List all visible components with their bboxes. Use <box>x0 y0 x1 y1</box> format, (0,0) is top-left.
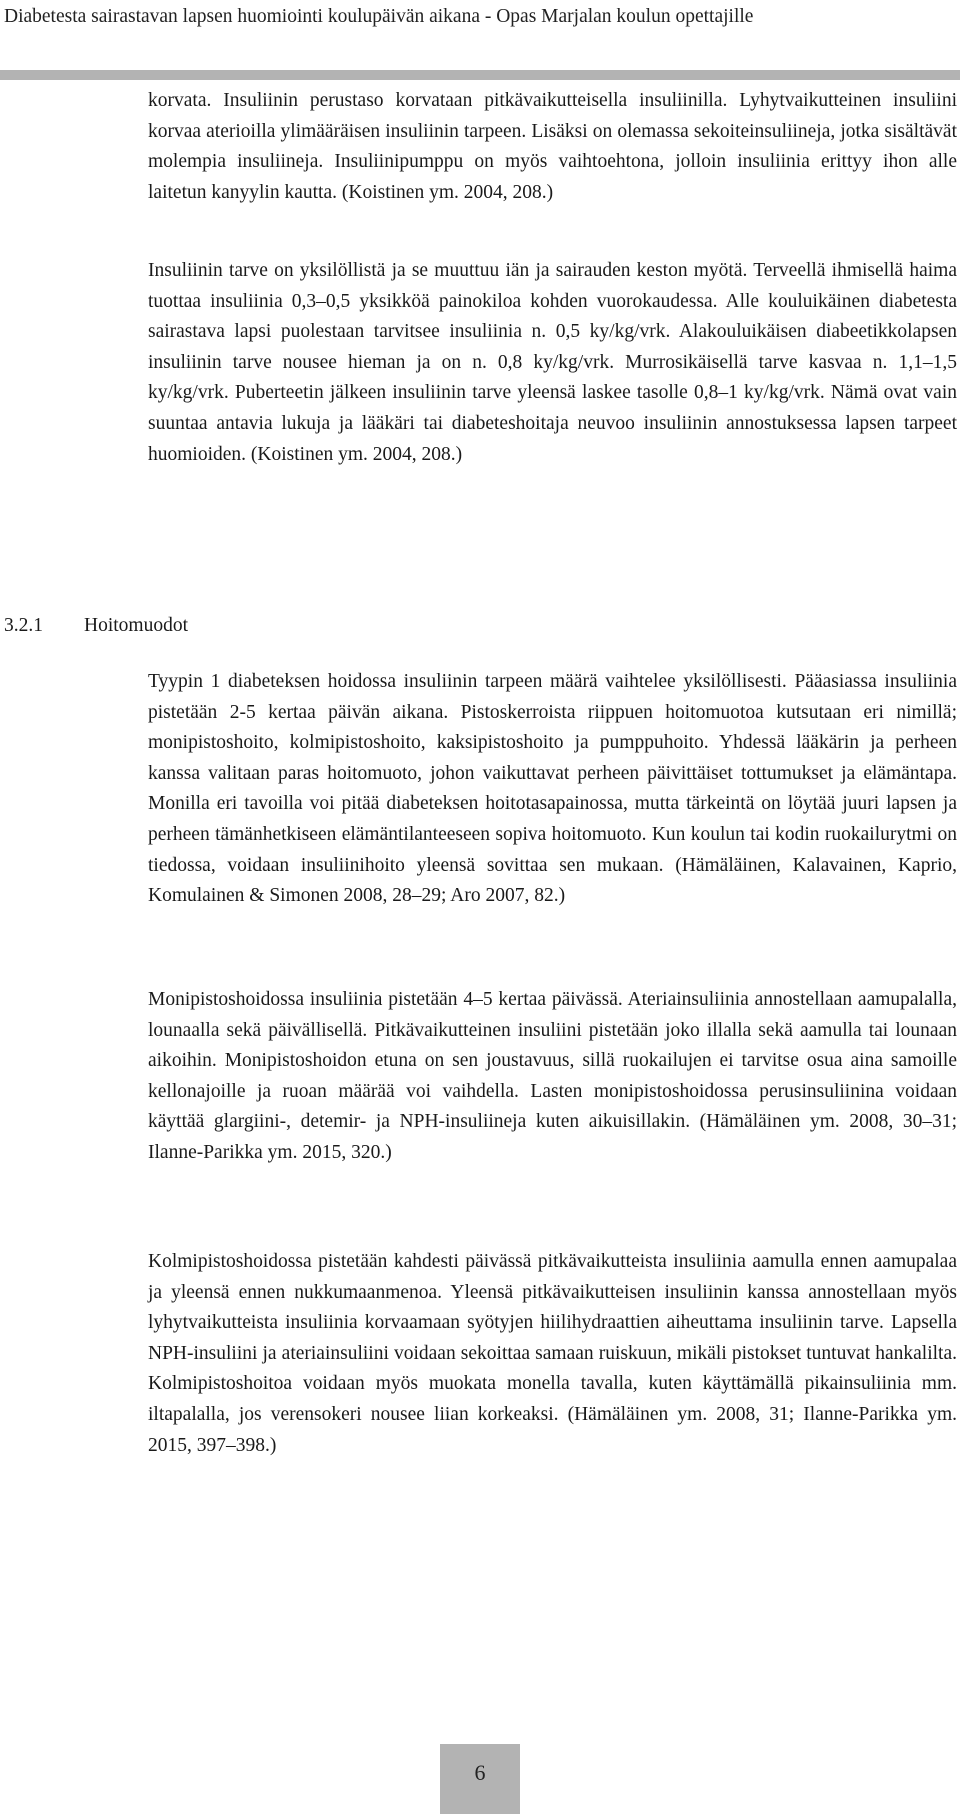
paragraph-treatment-forms: Tyypin 1 diabeteksen hoidossa insuliinin tarpeen määrä vaihtelee yksilöllisesti. Pääasiassa insuliinia pistetään 2-5 kertaa päivän aikana. Pistoskerroista riippuen hoitomuotoa kutsutaan eri nimillä; monipistoshoito, kolmipistoshoito, kaksipistoshoito ja pumppuhoito. Yhdessä lääkärin ja perheen kanssa valitaan paras hoitomuoto, johon vaikuttavat perheen päivittäiset tottumukset ja elämäntapa. Monilla eri tavoilla voi pitää diabeteksen hoitotasapainossa, mutta tärkeintä on löytää juuri lapsen ja perheen tämänhetkiseen elämäntilanteeseen sopiva hoitomuoto. Kun koulun tai kodin ruokailurytmi on tiedossa, voidaan insuliinihoito yleensä sovittaa sen mukaan. (Hämäläinen, Kalavainen, Kaprio, Komulainen & Simonen 2008, 28–29; Aro 2007, 82.) <box>148 671 957 907</box>
page-number: 6 <box>440 1744 520 1814</box>
paragraph-insulin-types: korvata. Insuliinin perustaso korvataan pitkävaikutteisella insuliinilla. Lyhytvaikutteinen insuliini korvaa aterioilla ylimääräisen insuliinin tarpeen. Lisäksi on olemassa sekoiteinsuliineja, jotka sisältävät molempia insuliineja. Insuliinipumppu on myös vaihtoehtona, jolloin insuliinia erittyy ihon alle laitetun kanyylin kautta. (Koistinen ym. 2004, 208.) <box>148 90 957 203</box>
section-title: Hoitomuodot <box>84 615 189 636</box>
paragraph-three-injection: Kolmipistoshoidossa pistetään kahdesti päivässä pitkävaikutteista insuliinia aamulla ennen aamupalaa ja yleensä ennen nukkumaanmenoa. Yleensä pitkävaikutteisen insuliinin kanssa annostellaan myös lyhytvaikutteista insuliinia korvaamaan syötyjen hiilihydraattien aiheuttama insuliinin tarve. Lapsella NPH-insuliini ja ateriainsuliini voidaan sekoittaa samaan ruiskuun, mikäli pistokset tuntuvat hankalilta. Kolmipistoshoitoa voidaan myös muokata monella tavalla, kuten käyttämällä pikainsuliinia mm. iltapalalla, jos verensokeri nousee liian korkeaksi. (Hämäläinen ym. 2008, 31; Ilanne-Parikka ym. 2015, 397–398.) <box>148 1251 957 1456</box>
section-heading <box>4 611 188 641</box>
header-rule <box>0 70 960 80</box>
paragraph-insulin-need: Insuliinin tarve on yksilöllistä ja se muuttuu iän ja sairauden keston myötä. Terveellä ihmisellä haima tuottaa insuliinia 0,3–0,5 yksikköä painokiloa kohden vuorokaudessa. Alle kouluikäinen diabetesta sairastava lapsi puolestaan tarvitsee insuliinia n. 0,5 ky/kg/vrk. Alakouluikäisen diabeetikkolapsen insuliinin tarve nousee hieman ja on n. 0,8 ky/kg/vrk. Murrosikäisellä tarve kasvaa n. 1,1–1,5 ky/kg/vrk. Puberteetin jälkeen insuliinin tarve yleensä laskee tasolle 0,8–1 ky/kg/vrk. Nämä ovat vain suuntaa antavia lukuja ja lääkäri tai diabeteshoitaja neuvoo insuliinin annostuksessa lapsen tarpeet huomioiden. (Koistinen ym. 2004, 208.) <box>148 260 957 465</box>
paragraph-multi-injection: Monipistoshoidossa insuliinia pistetään 4–5 kertaa päivässä. Ateriainsuliinia annostellaan aamupalalla, lounaalla sekä päivällisellä. Pitkävaikutteinen insuliini pistetään joko illalla sekä aamulla tai lounaan aikoihin. Monipistoshoidon etuna on sen joustavuus, sillä ruokailujen ei tarvitse osua aina samoille kellonajoille ja ruoan määrää voi vaihdella. Lasten monipistoshoidossa perusinsuliinina voidaan käyttää glargiini-, detemir- ja NPH-insuliineja kuten aikuisillakin. (Hämäläinen ym. 2008, 30–31; Ilanne-Parikka ym. 2015, 320.) <box>148 989 957 1163</box>
section-number: 3.2.1 <box>4 615 43 636</box>
running-header: Diabetesta sairastavan lapsen huomiointi koulupäivän aikana - Opas Marjalan koulun opettajille <box>4 6 754 27</box>
